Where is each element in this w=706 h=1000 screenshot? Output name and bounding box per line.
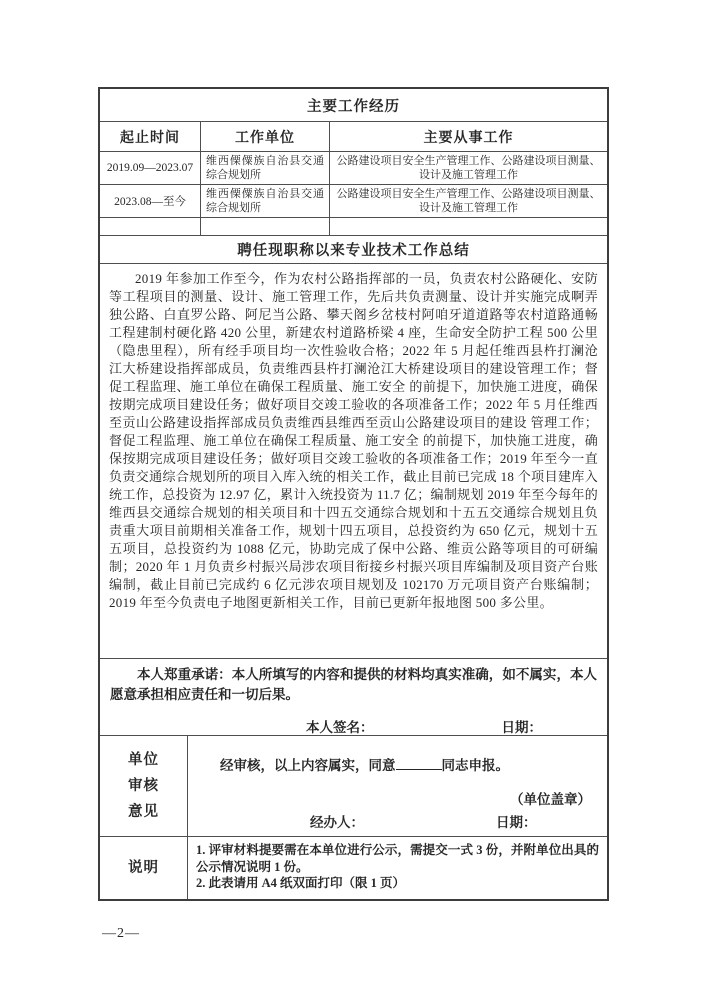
review-statement-prefix: 经审核，以上内容属实，同意 <box>220 758 396 773</box>
column-header-period: 起止时间 <box>120 130 180 146</box>
signature-label: 本人签名： <box>306 720 374 735</box>
duties-cell: 公路建设项目安全生产管理工作、公路建设项目测量、设计及施工管理工作 <box>329 185 607 217</box>
unit-review-label-cell <box>100 736 187 836</box>
summary-body-text: 2019 年参加工作至今，作为农村公路指挥部的一员，负责农村公路硬化、安防等工程项目的测量、设计、施工管理工作，先后共负责测量、设计并实施完成啊弄独公路、白直罗公路、阿尼当公路、攀天阁乡岔枝村阿咱牙道道路等农村道路通畅工程建制村硬化路 420 公里，新建农村道路桥梁 4 座，生命安全防护工程 500 公里（隐患里程），所有经手项目均一次性验收合格；2022 年 5 月起任维西县杵打澜沧江大桥建设指挥部成员，负责维西县杵打澜沧江大桥建设项目的建设管理工作；督促工程监理、施工单位在确保工程质量、施工安全 的前提下，加快施工进度，确保按期完成项目建设任务；做好项目交竣工验收的各项准备工作；2022 年 5 月任维西至贡山公路建设指挥部成员负责维西县维西至贡山公路建设项目的建设 管理工作；督促工程监理、施工单位在确保工程质量、施工安全 的前提下，加快施工进度，确保按期完成项目建设任务；做好项目交竣工验收的各项准备工作；2019 年至今一直负责交通综合规划所的项目入库入统的相关工作，截止目前已完成 18 个项目建库入统工作，总投资为 12.97 亿，累计入统投资为 11.7 亿；编制规划 2019 年至今每年的维西县交通综合规划的相关项目和十四五交通综合规划和十五五交通综合规划且负责重大项目前期相关准备工作，规划十四五项目，总投资约为 650 亿元，规划十五五项目，总投资约为 1088 亿元，协助完成了保中公路、维贡公路等项目的可研编制；2020 年 1 月负责乡村振兴局涉农项目衔接乡村振兴项目库编制及项目资产台账编制，截止目前已完成约 6 亿元涉农项目规划及 102170 万元项目资产台账编制；2019 年至今负责电子地图更新相关工作，目前已更新年报地图 500 多公里。 <box>109 271 598 610</box>
work-history-title: 主要工作经历 <box>307 98 400 115</box>
duties-cell: 公路建设项目安全生产管理工作、公路建设项目测量、设计及施工管理工作 <box>329 152 607 184</box>
review-date-label: 日期： <box>496 815 537 830</box>
unit-cell-empty <box>200 218 329 235</box>
period-cell: 2019.09—2023.07 <box>106 162 194 174</box>
unit-text: 维西傈僳族自治县交通综合规划所 <box>206 155 324 181</box>
column-header-unit: 工作单位 <box>200 122 329 151</box>
summary-title-row <box>100 235 607 263</box>
application-form-table <box>98 87 609 901</box>
unit-review-row <box>100 735 607 836</box>
notes-content-cell <box>187 837 607 899</box>
work-history-row <box>100 184 607 217</box>
work-history-header-row <box>100 121 607 151</box>
review-statement-suffix: 同志申报。 <box>441 758 509 773</box>
commitment-text: 本人郑重承诺：本人所填写的内容和提供的材料均真实准确，如不属实，本人愿意承担相应责任和一切后果。 <box>110 667 597 702</box>
handler-label: 经办人： <box>310 815 364 830</box>
column-header-duties: 主要从事工作 <box>329 122 607 151</box>
page-number: —2— <box>102 926 140 941</box>
unit-review-label: 单位审核意见 <box>128 752 159 820</box>
notes-label-cell <box>100 837 187 899</box>
work-history-title-row <box>100 89 607 121</box>
work-history-row <box>100 151 607 184</box>
review-statement <box>188 754 607 774</box>
unit-text: 维西傈僳族自治县交通综合规划所 <box>206 188 324 214</box>
unit-seal-note: （单位盖章） <box>510 792 591 807</box>
handler-line <box>188 811 607 831</box>
period-cell-empty <box>100 218 200 235</box>
note-item-2: 2. 此表请用 A4 纸双面打印（限 1 页） <box>196 876 406 890</box>
signature-date-label: 日期： <box>501 720 542 735</box>
commitment-cell <box>100 659 607 735</box>
commitment-row <box>100 658 607 735</box>
notes-row <box>100 836 607 899</box>
unit-cell <box>200 152 329 184</box>
note-item-1: 1. 评审材料提要需在本单位进行公示，需提交一式 3 份，并附单位出具的公示情况说明 1 份。 <box>196 843 599 874</box>
summary-body-row <box>100 263 607 658</box>
approval-name-blank <box>396 755 442 770</box>
unit-review-content-cell <box>187 736 607 836</box>
signature-line <box>110 716 597 736</box>
unit-cell <box>200 185 329 217</box>
summary-title: 聘任现职称以来专业技术工作总结 <box>237 243 470 259</box>
period-cell: 2023.08—至今 <box>114 196 186 208</box>
duties-cell-empty <box>329 218 607 235</box>
work-history-empty-row <box>100 217 607 235</box>
notes-label: 说明 <box>128 860 159 876</box>
